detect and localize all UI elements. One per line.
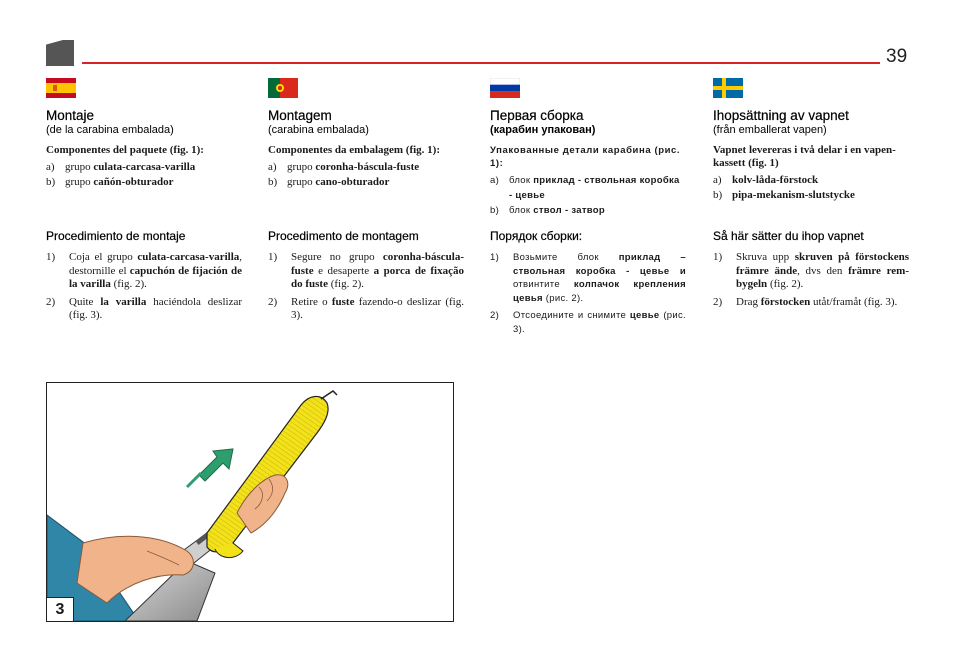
steps-es xyxy=(46,251,242,327)
step-item: 1) Segure no grupo coronha-báscula-fuste e desaperte a porca de fixação do fuste (fig. 2). xyxy=(268,251,464,290)
step-item: 2) Retire o fuste fazendo-o deslizar (fig. 3). xyxy=(268,295,464,321)
figure-3-illustration xyxy=(46,382,454,622)
procedure-title: Порядок сборки: xyxy=(490,229,583,243)
steps-sv xyxy=(713,251,909,313)
spain-flag-icon xyxy=(46,78,76,98)
package-intro: Componentes da embalagem (fig. 1): xyxy=(268,144,441,156)
figure-number-badge: 3 xyxy=(46,597,74,622)
procedure-title: Så här sätter du ihop vapnet xyxy=(713,229,864,243)
list-item: a) блок приклад - ствольная коробка - цевье xyxy=(490,175,680,201)
step-item: 1) Skruva upp skruven på förstockens främre ände, dvs den främre rem-bygeln (fig. 2). xyxy=(713,251,909,290)
step-item: 1) Возьмите блок приклад – ствольная коробка - цевье и отвинтите колпачок крепления цевья (рис. 2). xyxy=(490,252,686,304)
procedure-title: Procedimento de montagem xyxy=(268,229,419,243)
portugal-flag-icon xyxy=(268,78,298,98)
column-es xyxy=(46,78,242,190)
russia-flag-icon xyxy=(490,78,520,98)
column-sv xyxy=(713,78,909,203)
list-item: b) pipa-mekanism-slutstycke xyxy=(713,189,855,201)
section-subtitle: (carabina embalada) xyxy=(268,124,369,136)
step-item: 1) Coja el grupo culata-carcasa-varilla, destornille el capuchón de fijación de la varilla (fig. 2). xyxy=(46,251,242,290)
list-item: b) grupo cano-obturador xyxy=(268,176,390,188)
list-item: a) grupo coronha-báscula-fuste xyxy=(268,161,420,173)
section-subtitle: (från emballerat vapen) xyxy=(713,124,827,136)
step-item: 2) Quite la varilla haciéndola deslizar (fig. 3). xyxy=(46,295,242,321)
yellow-forend xyxy=(207,396,328,552)
section-subtitle: (карабин упакован) xyxy=(490,124,596,136)
page-number: 39 xyxy=(886,46,908,67)
corner-tab xyxy=(46,40,74,66)
package-intro: Vapnet levereras i två delar i en vapen-kassett (fig. 1) xyxy=(713,144,896,169)
header-rule xyxy=(82,62,880,64)
steps-pt xyxy=(268,251,464,327)
list-item: b) grupo cañón-obturador xyxy=(46,176,174,188)
step-item: 2) Отсоедините и снимите цевье (рис. 3). xyxy=(490,310,686,335)
section-title: Montagem xyxy=(268,108,332,123)
column-ru xyxy=(490,78,686,218)
section-subtitle: (de la carabina embalada) xyxy=(46,124,174,136)
list-item: a) grupo culata-carcasa-varilla xyxy=(46,161,196,173)
procedure-title: Procedimiento de montaje xyxy=(46,229,186,243)
package-intro: Componentes del paquete (fig. 1): xyxy=(46,144,204,156)
step-item: 2) Drag förstocken utåt/framåt (fig. 3). xyxy=(713,295,898,308)
column-pt xyxy=(268,78,464,190)
forend-removal-drawing xyxy=(47,383,453,621)
section-title: Ihopsättning av vapnet xyxy=(713,108,849,123)
direction-arrow-icon xyxy=(187,449,233,487)
package-intro: Упакованные детали карабина (рис. 1): xyxy=(490,145,681,169)
section-title: Montaje xyxy=(46,108,95,123)
sweden-flag-icon xyxy=(713,78,743,98)
section-title: Первая сборка xyxy=(490,108,584,123)
list-item: a) kolv-låda-förstock xyxy=(713,174,819,186)
list-item: b) блок ствол - затвор xyxy=(490,205,605,216)
steps-ru xyxy=(490,251,686,340)
